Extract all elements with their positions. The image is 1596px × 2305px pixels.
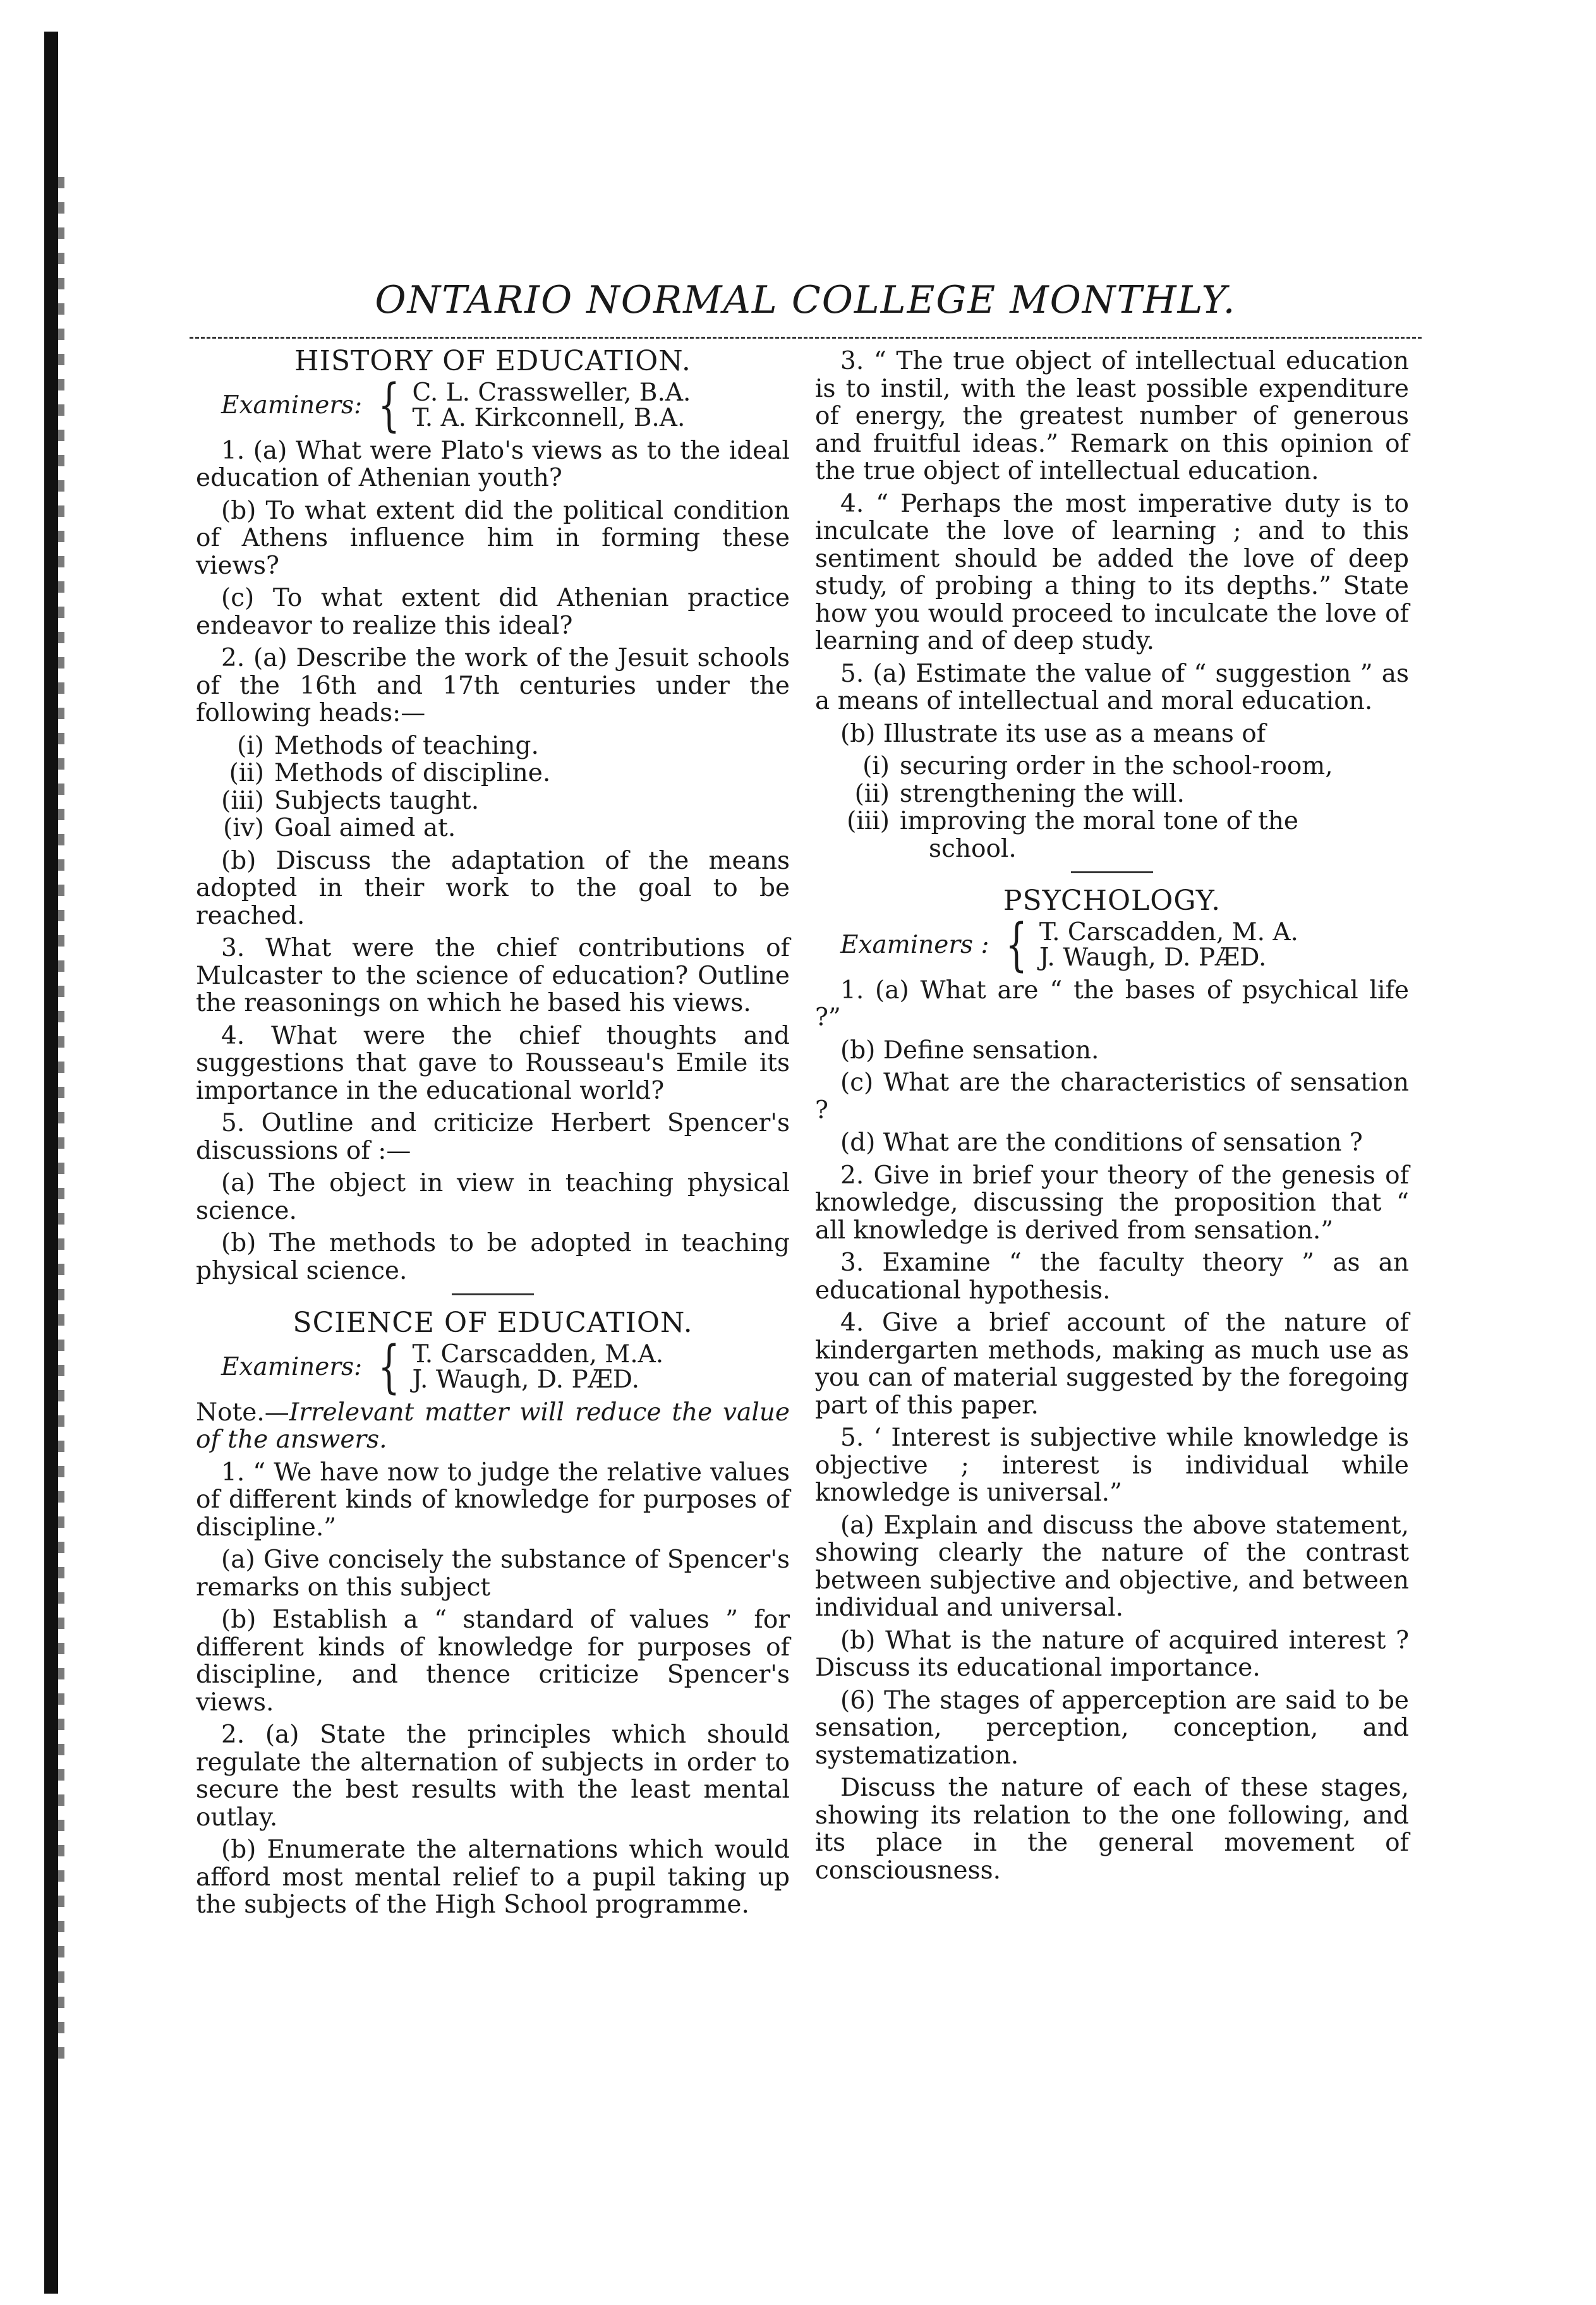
left-column xyxy=(196,345,790,1924)
section-divider xyxy=(1071,871,1153,873)
question: 4. Give a brief account of the nature of kindergarten methods, making as much use as you can of material suggested by the foregoing part of this paper. xyxy=(815,1309,1409,1420)
list-item: (ii) Methods of discipline. xyxy=(229,759,551,787)
question: 2. (a) State the principles which should regulate the alternation of subjects in order to secure the best results with the least mental outlay. xyxy=(196,1721,790,1832)
question: (b) Define sensation. xyxy=(840,1036,1099,1065)
question: (a) Give concisely the substance of Spencer's remarks on this subject xyxy=(196,1546,790,1602)
examiner-name: C. L. Crassweller, B.A. xyxy=(412,378,691,407)
question: 2. (a) Describe the work of the Jesuit schools of the 16th and 17th centuries under the following heads:— xyxy=(196,644,790,727)
question: (b) What is the nature of acquired interest ? Discuss its educational importance. xyxy=(815,1626,1409,1682)
right-column xyxy=(815,348,1409,1889)
examiner-name: T. Carscadden, M. A. xyxy=(1039,917,1298,947)
psychology-examiners xyxy=(840,911,1409,978)
brace-icon: { xyxy=(1005,911,1027,978)
examiner-name: T. A. Kirkconnell, B.A. xyxy=(412,403,686,432)
question: (a) Explain and discuss the above statement, showing clearly the nature of the contrast between subjective and objective, and between individual and universal. xyxy=(815,1511,1409,1622)
jesuit-heads-list xyxy=(196,732,790,842)
list-item: (iv) Goal aimed at. xyxy=(223,814,456,842)
examiner-name: J. Waugh, D. PÆD. xyxy=(412,1365,640,1394)
science-title: SCIENCE OF EDUCATION. xyxy=(293,1307,693,1339)
question: 3. What were the chief contributions of Mulcaster to the science of education? Outline the reasonings on which he based his views. xyxy=(196,934,790,1017)
question: 1. (a) What were Plato's views as to the ideal education of Athenian youth? xyxy=(196,436,790,492)
brace-icon: { xyxy=(378,372,400,439)
question: (a) The object in view in teaching physical science. xyxy=(196,1169,790,1225)
list-item: (i) Methods of teaching. xyxy=(237,731,539,760)
book-spine-edge xyxy=(44,32,58,2294)
question: (6) The stages of apperception are said to be sensation, perception, conception, and systematization. xyxy=(815,1686,1409,1770)
list-item: (ii) strengthening the will. xyxy=(854,779,1185,808)
question: 5. ‘ Interest is subjective while knowledge is objective ; interest is individual while knowledge is universal.” xyxy=(815,1424,1409,1507)
examiners-label: Examiners: xyxy=(221,1352,363,1381)
list-item: school. xyxy=(929,834,1017,863)
question: (b) Illustrate its use as a means of xyxy=(840,719,1266,748)
question: (b) Enumerate the alternations which would afford most mental relief to a pupil taking up the subjects of the High School programme. xyxy=(196,1836,790,1919)
question: 2. Give in brief your theory of the genesis of knowledge, discussing the proposition that “ all knowledge is derived from sensation.” xyxy=(815,1161,1409,1245)
examiners-label: Examiners: xyxy=(221,390,363,420)
question: (b) Discuss the adaptation of the means adopted in their work to the goal to be reached. xyxy=(196,846,790,930)
question: Discuss the nature of each of these stages, showing its relation to the one following, and its place in the general movement of consciousness. xyxy=(815,1774,1409,1885)
question: 4. What were the chief thoughts and suggestions that gave to Rousseau's Emile its importance in the educational world? xyxy=(196,1021,790,1105)
question: (d) What are the conditions of sensation ? xyxy=(840,1128,1363,1157)
question: 3. Examine “ the faculty theory ” as an educational hypothesis. xyxy=(815,1249,1409,1305)
examiner-name: T. Carscadden, M.A. xyxy=(412,1340,664,1369)
question: 3. “ The true object of intellectual education is to instil, with the least possible expenditure of energy, the greatest number of generous and fruitful ideas.” Remark on this opinion of the true object of intellectual education. xyxy=(815,347,1409,485)
question: (b) The methods to be adopted in teaching physical science. xyxy=(196,1229,790,1285)
list-item: (iii) Subjects taught. xyxy=(221,786,480,815)
question: (b) To what extent did the political condition of Athens influence him in forming these views? xyxy=(196,496,790,580)
list-item: (i) securing order in the school-room, xyxy=(862,752,1333,780)
question: 1. (a) What are “ the bases of psychical life ?” xyxy=(815,976,1409,1032)
question: 5. Outline and criticize Herbert Spencer's discussions of :— xyxy=(196,1109,790,1165)
note-label: Note.— xyxy=(196,1398,289,1427)
question: (c) What are the characteristics of sensation ? xyxy=(815,1068,1409,1125)
examiner-name: J. Waugh, D. PÆD. xyxy=(1039,943,1267,972)
list-item: (iii) improving the moral tone of the xyxy=(847,807,1298,835)
examiners-label: Examiners : xyxy=(840,930,989,959)
science-examiners xyxy=(221,1333,790,1400)
question: 1. “ We have now to judge the relative values of different kinds of knowledge for purposes of discipline.” xyxy=(196,1458,790,1542)
question: (b) Establish a “ standard of values ” for different kinds of knowledge for purposes of discipline, and thence criticize Spencer's views. xyxy=(196,1606,790,1717)
question: (c) To what extent did Athenian practice endeavor to realize this ideal? xyxy=(196,584,790,640)
history-title: HISTORY OF EDUCATION. xyxy=(294,345,691,377)
note-text: Irrelevant matter will reduce the value of the answers. xyxy=(196,1398,790,1454)
running-head: ONTARIO NORMAL COLLEGE MONTHLY. xyxy=(375,278,1236,322)
note xyxy=(196,1399,790,1454)
question: 5. (a) Estimate the value of “ suggestion ” as a means of intellectual and moral education. xyxy=(815,659,1409,715)
question: 4. “ Perhaps the most imperative duty is to inculcate the love of learning ; and to this sentiment should be added the love of deep study, of probing a thing to its depths.” State how you would proceed to inculcate the love of learning and of deep study. xyxy=(815,489,1409,655)
suggestion-uses-list xyxy=(815,753,1409,862)
brace-icon: { xyxy=(378,1333,400,1400)
header-rule xyxy=(190,337,1422,339)
history-examiners xyxy=(221,372,790,439)
psychology-title: PSYCHOLOGY. xyxy=(1003,885,1221,917)
section-divider xyxy=(452,1293,534,1295)
book-spine-shadow xyxy=(58,177,64,2072)
